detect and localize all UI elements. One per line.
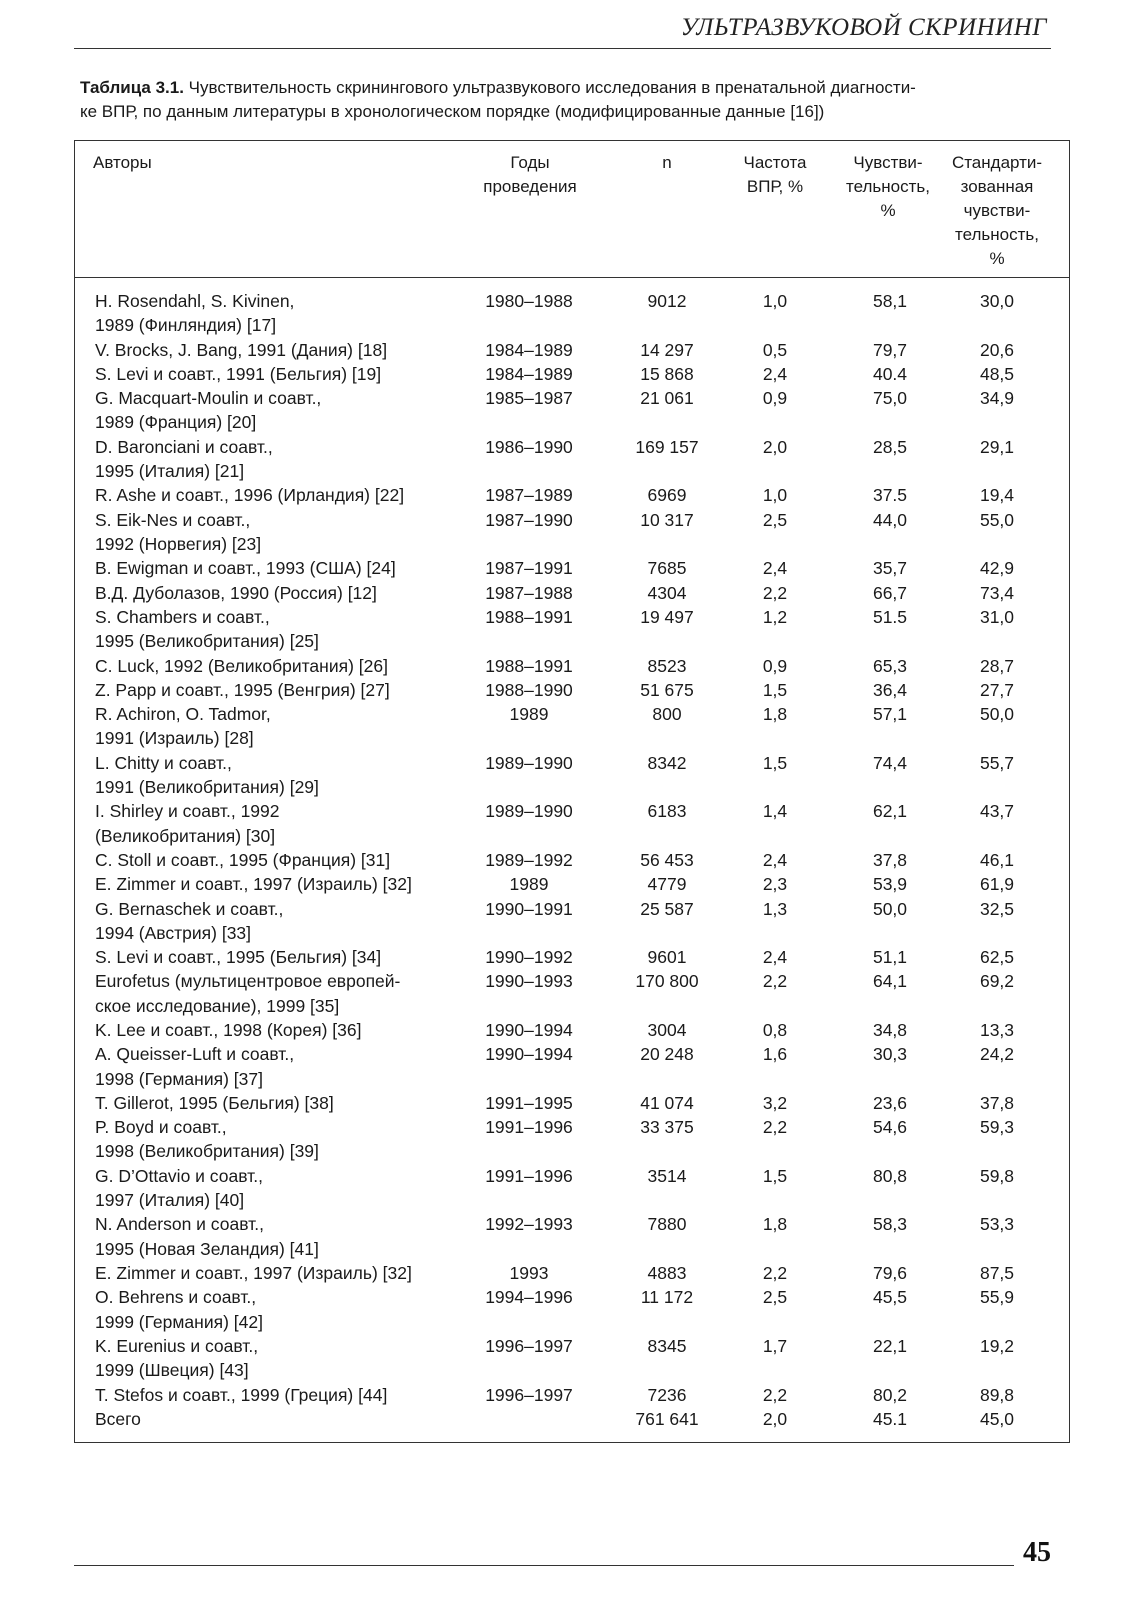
cell-sensitivity: 44,0 [872, 509, 908, 530]
cell-freq: 0,5 [762, 339, 788, 360]
cell-sensitivity: 79,6 [872, 1263, 908, 1283]
cell-sensitivity: 64,1 [872, 971, 908, 992]
cell-sensitivity: 54,6 [872, 1117, 908, 1138]
header-std-line: зованная [960, 177, 1034, 196]
cell-freq: 2,0 [762, 1408, 788, 1429]
cell-freq: 2,2 [762, 971, 788, 992]
cell-n: 8342 [647, 752, 687, 773]
cell-years: 1987–1990 [485, 509, 573, 530]
cell-author [95, 289, 475, 338]
cell-sensitivity: 79,7 [872, 339, 908, 360]
cell-freq: 2,2 [762, 1263, 788, 1283]
cell-sensitivity: 51,1 [872, 947, 908, 968]
cell-author-line: ское исследование), 1999 [35] [95, 995, 340, 1016]
cell-freq: 3,2 [762, 1092, 788, 1113]
cell-n: 11 172 [640, 1287, 694, 1308]
cell-author [95, 799, 475, 848]
cell-author [95, 945, 475, 969]
header-freq-line: ВПР, % [746, 177, 804, 196]
cell-n: 8345 [647, 1335, 687, 1356]
cell-freq: 1,4 [762, 801, 788, 822]
cell-freq: 2,2 [762, 1384, 788, 1405]
header-freq-line: Частота [743, 153, 807, 172]
cell-standardized: 46,1 [979, 849, 1015, 870]
cell-author-line: Z. Papp и соавт., 1995 (Венгрия) [27] [95, 679, 390, 700]
cell-standardized: 62,5 [979, 947, 1015, 968]
cell-standardized: 89,8 [979, 1384, 1015, 1405]
cell-author-line: Eurofetus (мультицентровое европей- [95, 971, 401, 992]
header-n: n [662, 153, 672, 172]
cell-freq: 1,8 [762, 1214, 788, 1235]
cell-author-line: T. Stefos и соавт., 1999 (Греция) [44] [95, 1384, 388, 1405]
cell-years: 1987–1991 [485, 558, 573, 579]
cell-years: 1988–1990 [485, 679, 573, 700]
header-years-line: Годы [510, 153, 550, 172]
cell-author [95, 386, 475, 435]
cell-standardized: 53,3 [979, 1214, 1015, 1235]
cell-sensitivity: 75,0 [872, 388, 908, 409]
cell-standardized: 87,5 [979, 1263, 1015, 1283]
cell-freq: 2,0 [762, 436, 788, 457]
cell-sensitivity: 80,2 [872, 1384, 908, 1405]
cell-author-line: P. Boyd и соавт., [95, 1117, 227, 1138]
cell-author-line: N. Anderson и соавт., [95, 1214, 264, 1235]
cell-freq: 0,8 [762, 1020, 788, 1040]
cell-years: 1987–1988 [485, 582, 573, 603]
cell-standardized: 29,1 [979, 436, 1015, 457]
header-std-line: тельность, [955, 225, 1039, 244]
cell-years: 1984–1989 [485, 339, 573, 360]
cell-freq: 2,4 [762, 363, 788, 384]
cell-sensitivity: 51.5 [872, 606, 908, 627]
page-number: 45 [1023, 1537, 1051, 1568]
cell-standardized: 48,5 [979, 363, 1015, 384]
cell-standardized: 30,0 [979, 291, 1015, 311]
cell-sensitivity: 34,8 [872, 1020, 908, 1040]
cell-n: 4304 [647, 582, 687, 603]
cell-sensitivity: 80,8 [872, 1165, 908, 1186]
cell-standardized: 13,3 [979, 1020, 1015, 1040]
cell-years: 1994–1996 [485, 1287, 573, 1308]
cell-years: 1996–1997 [485, 1335, 573, 1356]
cell-n: 20 248 [640, 1044, 694, 1065]
cell-sensitivity: 37,8 [872, 849, 908, 870]
cell-author-line: S. Levi и соавт., 1995 (Бельгия) [34] [95, 947, 382, 968]
cell-sensitivity: 36,4 [872, 679, 908, 700]
cell-years: 1987–1989 [485, 485, 573, 506]
cell-freq: 2,5 [762, 509, 788, 530]
cell-author-line: H. Rosendahl, S. Kivinen, [95, 291, 295, 311]
cell-author [95, 1164, 475, 1213]
cell-years: 1992–1993 [485, 1214, 573, 1235]
cell-years: 1980–1988 [485, 291, 573, 311]
cell-freq: 0,9 [762, 655, 788, 676]
cell-sensitivity: 74,4 [872, 752, 908, 773]
cell-author-line: C. Luck, 1992 (Великобритания) [26] [95, 655, 388, 676]
cell-author [95, 362, 475, 386]
cell-freq: 1,5 [762, 679, 788, 700]
cell-author-line: L. Chitty и соавт., [95, 752, 232, 773]
cell-author [95, 969, 475, 1018]
cell-freq: 2,2 [762, 1117, 788, 1138]
cell-years: 1988–1991 [485, 606, 573, 627]
cell-standardized: 55,9 [979, 1287, 1015, 1308]
cell-author-line: 1991 (Великобритания) [29] [95, 776, 319, 797]
cell-author [95, 1115, 475, 1164]
cell-standardized: 28,7 [979, 655, 1015, 676]
cell-standardized: 32,5 [979, 898, 1015, 919]
header-sensitivity [833, 151, 943, 223]
cell-author-line: K. Eurenius и соавт., [95, 1335, 259, 1356]
header-freq [725, 151, 825, 199]
cell-author-line: R. Ashe и соавт., 1996 (Ирландия) [22] [95, 485, 405, 506]
cell-author [95, 1334, 475, 1383]
cell-years: 1986–1990 [485, 436, 573, 457]
cell-author-line: 1995 (Новая Зеландия) [41] [95, 1238, 319, 1259]
cell-n: 761 641 [635, 1408, 699, 1429]
caption-text: Чувствительность скринингового ультразвукового исследования в пренатальной диагности- [188, 78, 916, 97]
header-authors: Авторы [93, 153, 152, 172]
cell-author [95, 1091, 475, 1115]
cell-author-line: 1995 (Италия) [21] [95, 461, 245, 482]
cell-sensitivity: 45,5 [872, 1287, 908, 1308]
cell-author-line: S. Levi и соавт., 1991 (Бельгия) [19] [95, 363, 382, 384]
cell-years: 1989–1990 [485, 752, 573, 773]
cell-sensitivity: 53,9 [872, 874, 908, 895]
cell-author-line: 1999 (Швеция) [43] [95, 1360, 249, 1381]
header-std-line: Стандарти- [951, 153, 1043, 172]
cell-years: 1991–1995 [485, 1092, 573, 1113]
cell-author [95, 702, 475, 751]
cell-author-line: S. Chambers и соавт., [95, 606, 270, 627]
cell-author [95, 1261, 475, 1285]
cell-author-line: S. Eik-Nes и соавт., [95, 509, 251, 530]
cell-author [95, 508, 475, 557]
cell-n: 9012 [647, 291, 687, 311]
cell-n: 56 453 [640, 849, 694, 870]
cell-author-line: G. D’Ottavio и соавт., [95, 1165, 263, 1186]
cell-years: 1991–1996 [485, 1117, 573, 1138]
cell-freq: 2,5 [762, 1287, 788, 1308]
cell-standardized: 69,2 [979, 971, 1015, 992]
cell-n: 19 497 [640, 606, 694, 627]
cell-years: 1993 [509, 1263, 549, 1283]
cell-author-line: C. Stoll и соавт., 1995 (Франция) [31] [95, 849, 391, 870]
cell-n: 15 868 [640, 363, 694, 384]
cell-sensitivity: 40.4 [872, 363, 908, 384]
cell-author [95, 897, 475, 946]
cell-standardized: 50,0 [979, 704, 1015, 725]
cell-standardized: 55,7 [979, 752, 1015, 773]
cell-sensitivity: 62,1 [872, 801, 908, 822]
cell-years: 1991–1996 [485, 1165, 573, 1186]
cell-freq: 1,8 [762, 704, 788, 725]
cell-standardized: 20,6 [979, 339, 1015, 360]
cell-author [95, 435, 475, 484]
cell-sensitivity: 23,6 [872, 1092, 908, 1113]
header-standardized [935, 151, 1059, 271]
cell-author [95, 678, 475, 702]
running-head: УЛЬТРАЗВУКОВОЙ СКРИНИНГ [680, 14, 1047, 41]
cell-years: 1989 [509, 874, 549, 895]
cell-freq: 1,0 [762, 485, 788, 506]
cell-n: 7880 [647, 1214, 687, 1235]
header-std-line: чувстви- [963, 201, 1031, 220]
cell-standardized: 59,8 [979, 1165, 1015, 1186]
header-sens-line: Чувстви- [853, 153, 923, 172]
data-table [74, 140, 1070, 1443]
cell-freq: 1,0 [762, 291, 788, 311]
cell-author [95, 848, 475, 872]
cell-author-line: 1999 (Германия) [42] [95, 1311, 263, 1332]
cell-standardized: 37,8 [979, 1092, 1015, 1113]
cell-author-line: 1989 (Франция) [20] [95, 412, 257, 433]
cell-author-line: A. Queisser-Luft и соавт., [95, 1044, 295, 1065]
cell-freq: 1,6 [762, 1044, 788, 1065]
cell-standardized: 55,0 [979, 509, 1015, 530]
cell-author-line: 1998 (Великобритания) [39] [95, 1141, 319, 1162]
cell-n: 170 800 [635, 971, 699, 992]
cell-years: 1989 [509, 704, 549, 725]
cell-author [95, 872, 475, 896]
cell-author [95, 1042, 475, 1091]
cell-n: 10 317 [640, 509, 694, 530]
cell-author [95, 1212, 475, 1261]
cell-n: 7685 [647, 558, 687, 579]
cell-sensitivity: 37.5 [872, 485, 908, 506]
cell-author-line: 1989 (Финляндия) [17] [95, 315, 277, 336]
header-divider [75, 277, 1069, 278]
cell-freq: 2,4 [762, 947, 788, 968]
cell-standardized: 42,9 [979, 558, 1015, 579]
cell-freq: 1,3 [762, 898, 788, 919]
cell-years: 1989–1990 [485, 801, 573, 822]
cell-n: 41 074 [640, 1092, 694, 1113]
cell-sensitivity: 66,7 [872, 582, 908, 603]
cell-years: 1989–1992 [485, 849, 573, 870]
caption-label: Таблица 3.1. [80, 78, 184, 97]
cell-n: 3514 [647, 1165, 687, 1186]
cell-freq: 1,5 [762, 1165, 788, 1186]
cell-author [95, 556, 475, 580]
cell-author-line: V. Brocks, J. Bang, 1991 (Дания) [18] [95, 339, 388, 360]
cell-freq: 2,4 [762, 558, 788, 579]
cell-author [95, 605, 475, 654]
cell-n: 4779 [647, 874, 687, 895]
header-rule [74, 48, 1051, 49]
cell-author-line: E. Zimmer и соавт., 1997 (Израиль) [32] [95, 1263, 412, 1283]
caption-text-line2: ке ВПР, по данным литературы в хронологическом порядке (модифицированные данные [16]) [80, 102, 825, 121]
cell-author [95, 751, 475, 800]
cell-author-line: Всего [95, 1408, 141, 1429]
cell-author [95, 338, 475, 362]
footer-rule [74, 1565, 1014, 1566]
header-sens-line: % [880, 201, 896, 220]
header-years-line: проведения [483, 177, 577, 196]
cell-author-line: В.Д. Дуболазов, 1990 (Россия) [12] [95, 582, 377, 603]
cell-freq: 1,5 [762, 752, 788, 773]
cell-n: 7236 [647, 1384, 687, 1405]
cell-standardized: 61,9 [979, 874, 1015, 895]
cell-years: 1990–1994 [485, 1020, 573, 1040]
cell-standardized: 31,0 [979, 606, 1015, 627]
cell-author-line: G. Macquart-Moulin и соавт., [95, 388, 322, 409]
cell-sensitivity: 57,1 [872, 704, 908, 725]
cell-standardized: 24,2 [979, 1044, 1015, 1065]
cell-years: 1985–1987 [485, 388, 573, 409]
cell-author-line: 1995 (Великобритания) [25] [95, 631, 319, 652]
cell-sensitivity: 30,3 [872, 1044, 908, 1065]
table-caption [80, 76, 1060, 124]
cell-author-line: I. Shirley и соавт., 1992 [95, 801, 280, 822]
cell-sensitivity: 50,0 [872, 898, 908, 919]
cell-author [95, 1285, 475, 1334]
cell-n: 3004 [647, 1020, 687, 1040]
cell-freq: 2,2 [762, 582, 788, 603]
cell-freq: 2,4 [762, 849, 788, 870]
cell-n: 4883 [647, 1263, 687, 1283]
cell-author-line: T. Gillerot, 1995 (Бельгия) [38] [95, 1092, 334, 1113]
header-years [465, 151, 595, 199]
cell-sensitivity: 65,3 [872, 655, 908, 676]
cell-standardized: 34,9 [979, 388, 1015, 409]
header-std-line: % [989, 249, 1005, 268]
cell-sensitivity: 22,1 [872, 1335, 908, 1356]
cell-author-line: 1992 (Норвегия) [23] [95, 533, 262, 554]
cell-author-line: G. Bernaschek и соавт., [95, 898, 284, 919]
cell-author-line: 1991 (Израиль) [28] [95, 728, 254, 749]
cell-author-line: 1994 (Австрия) [33] [95, 922, 252, 943]
cell-years: 1990–1992 [485, 947, 573, 968]
cell-author [95, 1383, 475, 1407]
cell-author-line: K. Lee и соавт., 1998 (Корея) [36] [95, 1020, 362, 1040]
cell-freq: 1,7 [762, 1335, 788, 1356]
cell-author-line: E. Zimmer и соавт., 1997 (Израиль) [32] [95, 874, 412, 895]
cell-author-line: D. Baronciani и соавт., [95, 436, 273, 457]
cell-freq: 0,9 [762, 388, 788, 409]
cell-n: 21 061 [640, 388, 694, 409]
cell-n: 9601 [647, 947, 687, 968]
cell-author-line: O. Behrens и соавт., [95, 1287, 257, 1308]
cell-standardized: 27,7 [979, 679, 1015, 700]
cell-freq: 2,3 [762, 874, 788, 895]
cell-author-line: (Великобритания) [30] [95, 825, 276, 846]
cell-freq: 1,2 [762, 606, 788, 627]
cell-author-line: R. Achiron, O. Tadmor, [95, 704, 271, 725]
cell-standardized: 43,7 [979, 801, 1015, 822]
cell-author [95, 1018, 475, 1042]
cell-years: 1984–1989 [485, 363, 573, 384]
cell-standardized: 45,0 [979, 1408, 1015, 1429]
cell-author [95, 581, 475, 605]
cell-n: 51 675 [640, 679, 694, 700]
cell-author [95, 483, 475, 507]
cell-author-line: 1997 (Италия) [40] [95, 1190, 245, 1211]
cell-years: 1996–1997 [485, 1384, 573, 1405]
cell-standardized: 59,3 [979, 1117, 1015, 1138]
cell-n: 25 587 [640, 898, 694, 919]
cell-standardized: 19,2 [979, 1335, 1015, 1356]
cell-author-line: B. Ewigman и соавт., 1993 (США) [24] [95, 558, 396, 579]
cell-sensitivity: 35,7 [872, 558, 908, 579]
cell-author-line: 1998 (Германия) [37] [95, 1068, 263, 1089]
cell-n: 800 [652, 704, 682, 725]
cell-n: 6969 [647, 485, 687, 506]
cell-sensitivity: 28,5 [872, 436, 908, 457]
cell-author [95, 654, 475, 678]
cell-n: 33 375 [640, 1117, 694, 1138]
cell-n: 14 297 [640, 339, 694, 360]
cell-n: 6183 [647, 801, 687, 822]
cell-n: 169 157 [635, 436, 699, 457]
cell-years: 1988–1991 [485, 655, 573, 676]
cell-author [95, 1407, 475, 1431]
cell-years: 1990–1991 [485, 898, 573, 919]
cell-sensitivity: 58,1 [872, 291, 908, 311]
cell-sensitivity: 58,3 [872, 1214, 908, 1235]
cell-years: 1990–1994 [485, 1044, 573, 1065]
cell-standardized: 73,4 [979, 582, 1015, 603]
cell-standardized: 19,4 [979, 485, 1015, 506]
cell-sensitivity: 45.1 [872, 1408, 908, 1429]
header-sens-line: тельность, [846, 177, 930, 196]
cell-years: 1990–1993 [485, 971, 573, 992]
cell-n: 8523 [647, 655, 687, 676]
